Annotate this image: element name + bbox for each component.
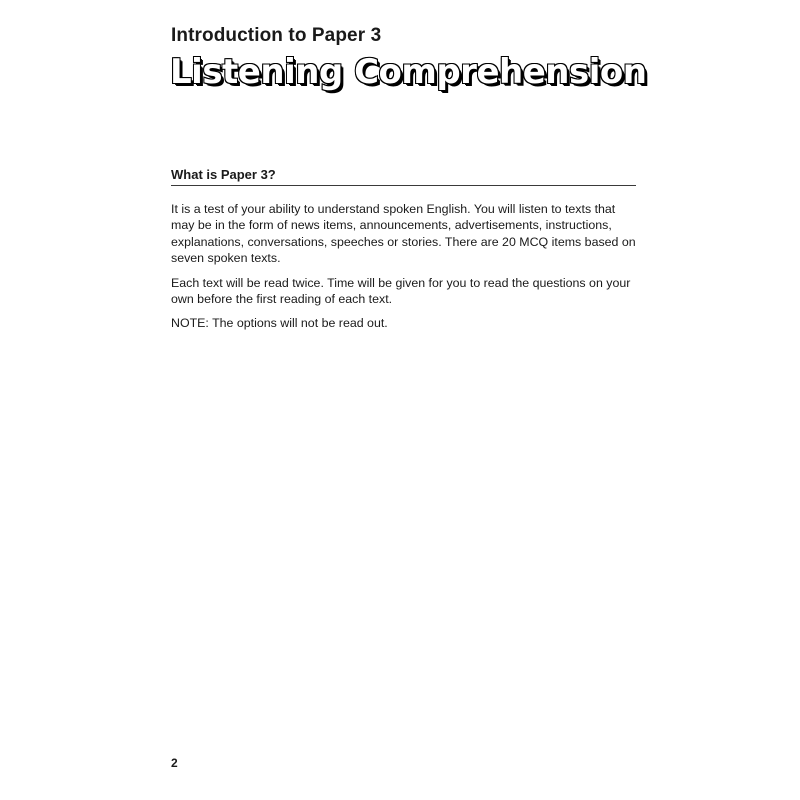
section-heading: What is Paper 3? [171, 167, 636, 186]
intro-title: Introduction to Paper 3 [171, 25, 382, 46]
section-body [171, 201, 639, 340]
paragraph-note: NOTE: The options will not be read out. [171, 316, 388, 331]
paragraph-reading: Each text will be read twice. Time will be given for you to read the questions on your own before the first reading of each text. [171, 275, 631, 307]
main-title: Listening Comprehension [170, 52, 647, 92]
paragraph-intro: It is a test of your ability to understand spoken English. You will listen to texts that may be in the form of news items, announcements, advertisements, instructions, explanations, conversations, speeches or stories. There are 20 MCQ items based on seven spoken texts. [171, 202, 636, 266]
page-number: 2 [171, 756, 178, 770]
